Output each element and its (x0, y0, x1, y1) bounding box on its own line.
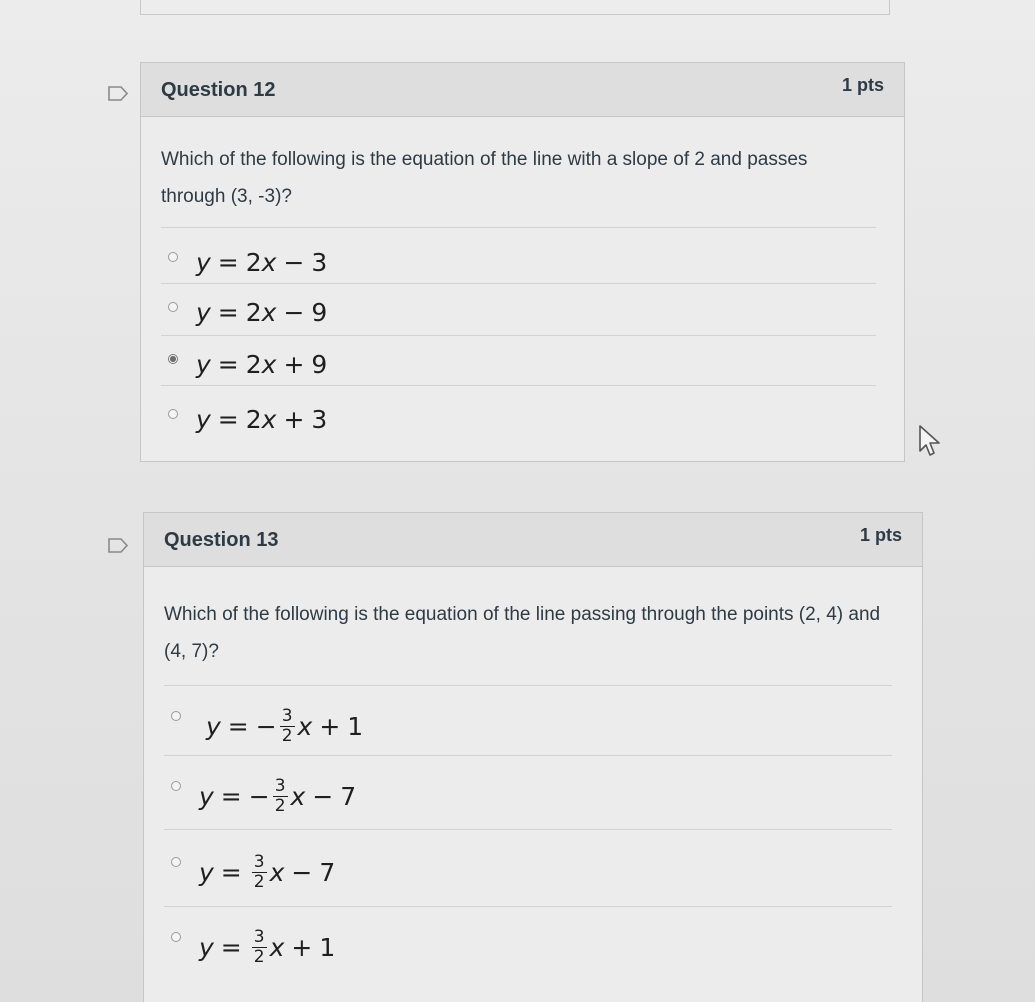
previous-question-card (140, 0, 890, 15)
radio-button[interactable] (168, 252, 178, 262)
radio-button[interactable] (168, 302, 178, 312)
divider (161, 385, 876, 386)
answer-option[interactable] (166, 775, 902, 821)
question-header (141, 63, 904, 117)
radio-button-selected[interactable] (168, 354, 178, 364)
radio-button[interactable] (171, 932, 181, 942)
question-12-card (140, 62, 905, 462)
mouse-pointer-icon (918, 424, 946, 458)
divider (161, 335, 876, 336)
answer-equation: y = $\frac{3}{2}$ x + 1 (199, 927, 336, 967)
question-title: Question 12 (161, 79, 276, 101)
divider (164, 829, 892, 830)
divider (164, 755, 892, 756)
radio-button[interactable] (171, 711, 181, 721)
answer-equation: y = 2 x − 3 (196, 248, 328, 277)
answer-equation: y = 2 x + 9 (196, 350, 328, 379)
question-text: Which of the following is the equation of the line with a slope of 2 and passes through (3, -3)? (161, 149, 808, 207)
question-title: Question 13 (164, 529, 279, 551)
answer-option-selected[interactable] (163, 348, 884, 394)
flag-bookmark-icon[interactable] (108, 86, 128, 101)
radio-button[interactable] (168, 409, 178, 419)
answer-equation: y = 2 x + 3 (196, 405, 328, 434)
answer-equation: y = − $\frac{3}{2}$ x + 1 (206, 706, 364, 746)
question-text: Which of the following is the equation of the line passing through the points (2, 4) and (4, 7)? (164, 604, 881, 662)
answer-equation: y = − $\frac{3}{2}$ x − 7 (199, 776, 357, 816)
answer-option[interactable] (163, 246, 884, 292)
question-13-card (143, 512, 923, 1002)
radio-button[interactable] (171, 857, 181, 867)
answer-option[interactable] (166, 851, 902, 897)
question-points: 1 pts (859, 525, 902, 545)
answer-option[interactable] (166, 926, 902, 972)
answer-option[interactable] (166, 705, 902, 751)
flag-bookmark-icon[interactable] (108, 538, 128, 553)
answer-equation: y = $\frac{3}{2}$ x − 7 (199, 852, 336, 892)
divider (164, 685, 892, 686)
divider (164, 906, 892, 907)
answer-option[interactable] (163, 403, 884, 449)
radio-button[interactable] (171, 781, 181, 791)
divider (161, 283, 876, 284)
divider (161, 227, 876, 228)
question-header (144, 513, 922, 567)
question-points: 1 pts (841, 75, 884, 95)
answer-equation: y = 2 x − 9 (196, 298, 328, 327)
